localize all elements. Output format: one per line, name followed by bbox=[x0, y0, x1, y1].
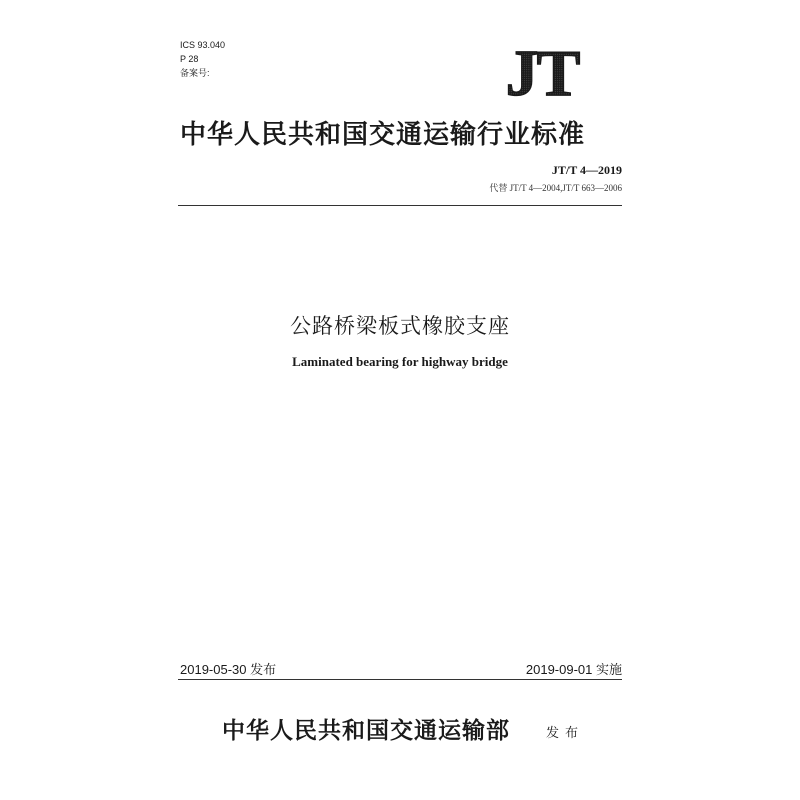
implementation-date: 2019-09-01 实施 bbox=[525, 662, 622, 677]
logo-text: JT bbox=[505, 40, 579, 100]
standard-number: JT/T 4—2019 bbox=[551, 163, 622, 177]
jt-logo bbox=[486, 40, 598, 100]
document-title-chinese: 公路桥梁板式橡胶支座 bbox=[290, 314, 510, 338]
organization-title: 中华人民共和国交通运输行业标准 bbox=[180, 120, 586, 150]
bottom-divider bbox=[178, 679, 622, 680]
replaces-standards: 代替 JT/T 4—2004,JT/T 663—2006 bbox=[489, 183, 622, 193]
classification-block bbox=[180, 38, 225, 80]
top-divider bbox=[178, 205, 622, 206]
publisher-name: 中华人民共和国交通运输部 bbox=[222, 718, 510, 744]
category-code: P 28 bbox=[180, 54, 199, 64]
issue-date: 2019-05-30 发布 bbox=[180, 662, 277, 677]
publish-label: 发布 bbox=[546, 726, 585, 741]
record-number: 备案号: bbox=[180, 68, 210, 78]
document-title-english: Laminated bearing for highway bridge bbox=[292, 354, 508, 369]
ics-code: ICS 93.040 bbox=[180, 40, 226, 50]
